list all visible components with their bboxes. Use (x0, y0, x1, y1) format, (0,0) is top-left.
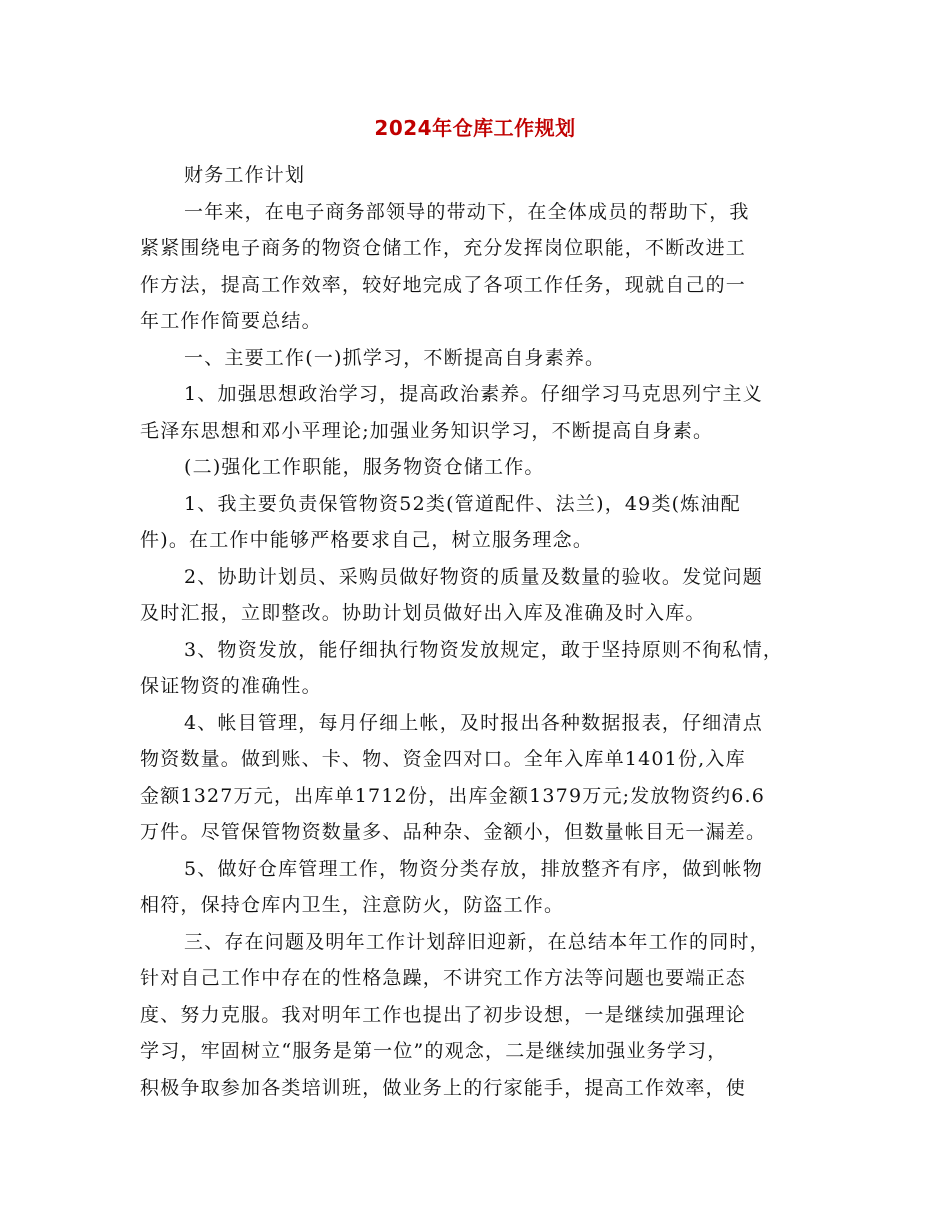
text-line: 学习，牢固树立“服务是第一位”的观念，二是继续加强业务学习， (140, 1040, 728, 1062)
text-line: 针对自己工作中存在的性格急躁，不讲究工作方法等问题也要端正态 (140, 967, 747, 989)
text-line: 一、主要工作(一)抓学习，不断提高自身素养。 (184, 346, 606, 369)
text-line: 财务工作计划 (184, 164, 306, 186)
text-line: 一年来，在电子商务部领导的带动下，在全体成员的帮助下，我 (184, 200, 750, 223)
text-line: 金额1327万元，出库单1712份，出库金额1379万元;发放物资约6.6 (140, 784, 766, 807)
text-line: (二)强化工作职能，服务物资仓储工作。 (184, 456, 545, 478)
text-line: 3、物资发放，能仔细执行物资发放规定，敢于坚持原则不徇私情， (184, 638, 784, 661)
text-line: 及时汇报，立即整改。协助计划员做好出入库及准确及时入库。 (140, 602, 706, 624)
text-line: 积极争取参加各类培训班，做业务上的行家能手，提高工作效率，使 (140, 1076, 747, 1099)
text-line: 毛泽东思想和邓小平理论;加强业务知识学习，不断提高自身素。 (140, 419, 714, 442)
text-line: 年工作作简要总结。 (140, 310, 322, 332)
text-line: 5、做好仓库管理工作，物资分类存放，排放整齐有序，做到帐物 (184, 857, 763, 880)
text-line: 2、协助计划员、采购员做好物资的质量及数量的验收。发觉问题 (184, 565, 763, 588)
document-title: 2024年仓库工作规划 (374, 116, 576, 140)
text-line: 4、帐目管理，每月仔细上帐，及时报出各种数据报表，仔细清点 (184, 711, 763, 734)
document-body (140, 157, 812, 1106)
text-line: 件)。在工作中能够严格要求自己，树立服务理念。 (140, 529, 594, 551)
text-line: 相符，保持仓库内卫生，注意防火，防盗工作。 (140, 894, 565, 916)
text-line: 保证物资的准确性。 (140, 675, 322, 697)
text-line: 万件。尽管保管物资数量多、品种杂、金额小，但数量帐目无一漏差。 (140, 821, 767, 843)
text-line: 1、加强思想政治学习，提高政治素养。仔细学习马克思列宁主义 (184, 383, 763, 405)
text-line: 三、存在问题及明年工作计划辞旧迎新，在总结本年工作的同时， (184, 930, 770, 953)
text-line: 作方法，提高工作效率，较好地完成了各项工作任务，现就自己的一 (140, 273, 747, 296)
text-line: 度、努力克服。我对明年工作也提出了初步设想，一是继续加强理论 (140, 1003, 747, 1026)
text-line: 紧紧围绕电子商务的物资仓储工作，充分发挥岗位职能，不断改进工 (140, 237, 747, 259)
text-line: 物资数量。做到账、卡、物、资金四对口。全年入库单1401份,入库 (140, 748, 746, 770)
text-line: 1、我主要负责保管物资52类(管道配件、法兰)，49类(炼油配 (184, 492, 741, 515)
